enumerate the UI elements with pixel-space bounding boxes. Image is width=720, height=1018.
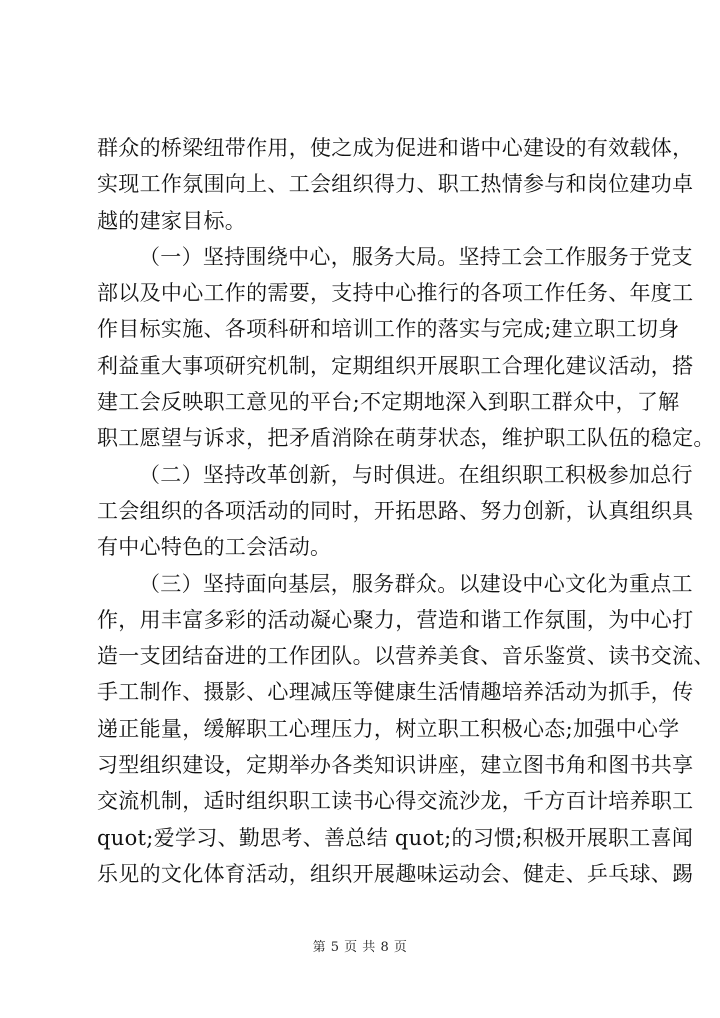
text-line: （三）坚持面向基层，服务群众。以建设中心文化为重点工 (139, 571, 693, 596)
text-line: 作，用丰富多彩的活动凝心聚力，营造和谐工作氛围，为中心打 (97, 607, 694, 632)
text-line: quot;爱学习、勤思考、善总结 quot;的习惯;积极开展职工喜闻 (97, 825, 694, 850)
text-line: 交流机制，适时组织职工读书心得交流沙龙，千方百计培养职工 (97, 789, 694, 814)
text-line: （一）坚持围绕中心，服务大局。坚持工会工作服务于党支 (139, 244, 693, 269)
text-line: 造一支团结奋进的工作团队。以营养美食、音乐鉴赏、读书交流、 (97, 644, 715, 669)
text-line: 递正能量，缓解职工心理压力，树立职工积极心态;加强中心学 (97, 716, 680, 741)
text-line: 作目标实施、各项科研和培训工作的落实与完成;建立职工切身 (97, 317, 680, 342)
text-line: 职工愿望与诉求，把矛盾消除在萌芽状态，维护职工队伍的稳定。 (97, 426, 715, 451)
text-line: 越的建家目标。 (97, 208, 247, 233)
text-line: 建工会反映职工意见的平台;不定期地深入到职工群众中，了解 (97, 390, 680, 415)
page-footer: 第 5 页 共 8 页 (312, 940, 408, 955)
text-line: （二）坚持改革创新，与时俱进。在组织职工积极参加总行 (139, 462, 693, 487)
text-line: 利益重大事项研究机制，定期组织开展职工合理化建议活动，搭 (97, 353, 694, 378)
text-line: 乐见的文化体育活动，组织开展趣味运动会、健走、乒乓球、踢 (97, 861, 694, 886)
text-line: 习型组织建设，定期举办各类知识讲座，建立图书角和图书共享 (97, 753, 694, 778)
document-body (97, 130, 715, 892)
text-line: 手工制作、摄影、心理减压等健康生活情趣培养活动为抓手，传 (97, 680, 694, 705)
text-line: 实现工作氛围向上、工会组织得力、职工热情参与和岗位建功卓 (97, 172, 694, 197)
text-line: 工会组织的各项活动的同时，开拓思路、努力创新，认真组织具 (97, 498, 694, 523)
text-line: 群众的桥梁纽带作用，使之成为促进和谐中心建设的有效载体， (97, 136, 694, 160)
text-line: 部以及中心工作的需要，支持中心推行的各项工作任务、年度工 (97, 281, 694, 306)
text-line: 有中心特色的工会活动。 (97, 535, 332, 560)
